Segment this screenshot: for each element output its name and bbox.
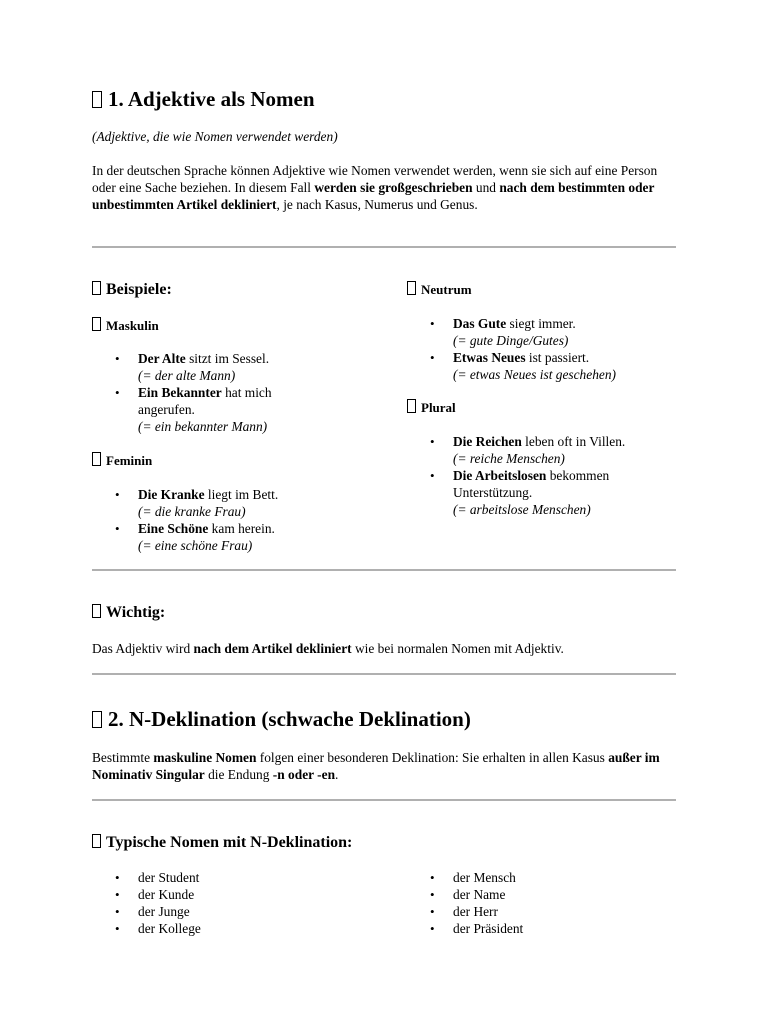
- list-item: • Das Gute siegt immer. (= gute Dinge/Gutes): [407, 315, 682, 349]
- list-item: • Die Reichen leben oft in Villen. (= reiche Menschen): [407, 433, 682, 467]
- missing-glyph-icon: [407, 281, 416, 295]
- maskulin-list: [92, 350, 362, 435]
- list-item: • Ein Bekannter hat mich angerufen. (= ein bekannter Mann): [92, 384, 362, 435]
- list-item: • der Herr: [407, 903, 677, 920]
- typical-nouns-heading: Typische Nomen mit N-Deklination:: [92, 833, 352, 853]
- list-item: • der Kollege: [92, 920, 362, 937]
- nouns-list-right: [407, 869, 677, 937]
- list-item: • der Kunde: [92, 886, 362, 903]
- feminin-list: [92, 486, 362, 554]
- section1-subtitle: (Adjektive, die wie Nomen verwendet werden): [92, 129, 338, 144]
- section2-intro: Bestimmte maskuline Nomen folgen einer besonderen Deklination: Sie erhalten in allen Kasus außer im Nominativ Singular die Endung -n oder -en.: [92, 750, 660, 782]
- plural-heading: Plural: [407, 399, 456, 416]
- list-item: • der Junge: [92, 903, 362, 920]
- missing-glyph-icon: [92, 452, 101, 466]
- list-item: • der Name: [407, 886, 677, 903]
- list-item: • Etwas Neues ist passiert. (= etwas Neues ist geschehen): [407, 349, 682, 383]
- list-item: • der Mensch: [407, 869, 677, 886]
- missing-glyph-icon: [92, 834, 101, 848]
- list-item: • Die Arbeitslosen bekommen Unterstützung. (= arbeitslose Menschen): [407, 467, 682, 518]
- list-item: • Die Kranke liegt im Bett. (= die kranke Frau): [92, 486, 362, 520]
- divider: [92, 569, 676, 571]
- divider: [92, 799, 676, 801]
- section1-title: 1. Adjektive als Nomen: [92, 86, 315, 112]
- list-item: • Der Alte sitzt im Sessel. (= der alte Mann): [92, 350, 362, 384]
- divider: [92, 673, 676, 675]
- section1-intro: In der deutschen Sprache können Adjektive wie Nomen verwendet werden, wenn sie sich auf eine Person oder eine Sache beziehen. In diesem Fall werden sie großgeschrieben und nach dem bestimmten oder unbestimmten Artikel dekliniert, je nach Kasus, Numerus und Genus.: [92, 163, 658, 212]
- list-item: • der Präsident: [407, 920, 677, 937]
- missing-glyph-icon: [407, 399, 416, 413]
- examples-heading: Beispiele:: [92, 280, 172, 300]
- list-item: • der Student: [92, 869, 362, 886]
- missing-glyph-icon: [92, 604, 101, 618]
- missing-glyph-icon: [92, 91, 102, 108]
- neutrum-heading: Neutrum: [407, 281, 472, 298]
- list-item: • Eine Schöne kam herein. (= eine schöne Frau): [92, 520, 362, 554]
- wichtig-text: Das Adjektiv wird nach dem Artikel dekliniert wie bei normalen Nomen mit Adjektiv.: [92, 641, 564, 656]
- missing-glyph-icon: [92, 281, 101, 295]
- feminin-heading: Feminin: [92, 452, 152, 469]
- nouns-list-left: [92, 869, 362, 937]
- neutrum-list: [407, 315, 682, 383]
- plural-list: [407, 433, 682, 518]
- divider: [92, 246, 676, 248]
- wichtig-heading: Wichtig:: [92, 603, 165, 623]
- section2-title: 2. N-Deklination (schwache Deklination): [92, 706, 471, 732]
- missing-glyph-icon: [92, 317, 101, 331]
- missing-glyph-icon: [92, 711, 102, 728]
- maskulin-heading: Maskulin: [92, 317, 159, 334]
